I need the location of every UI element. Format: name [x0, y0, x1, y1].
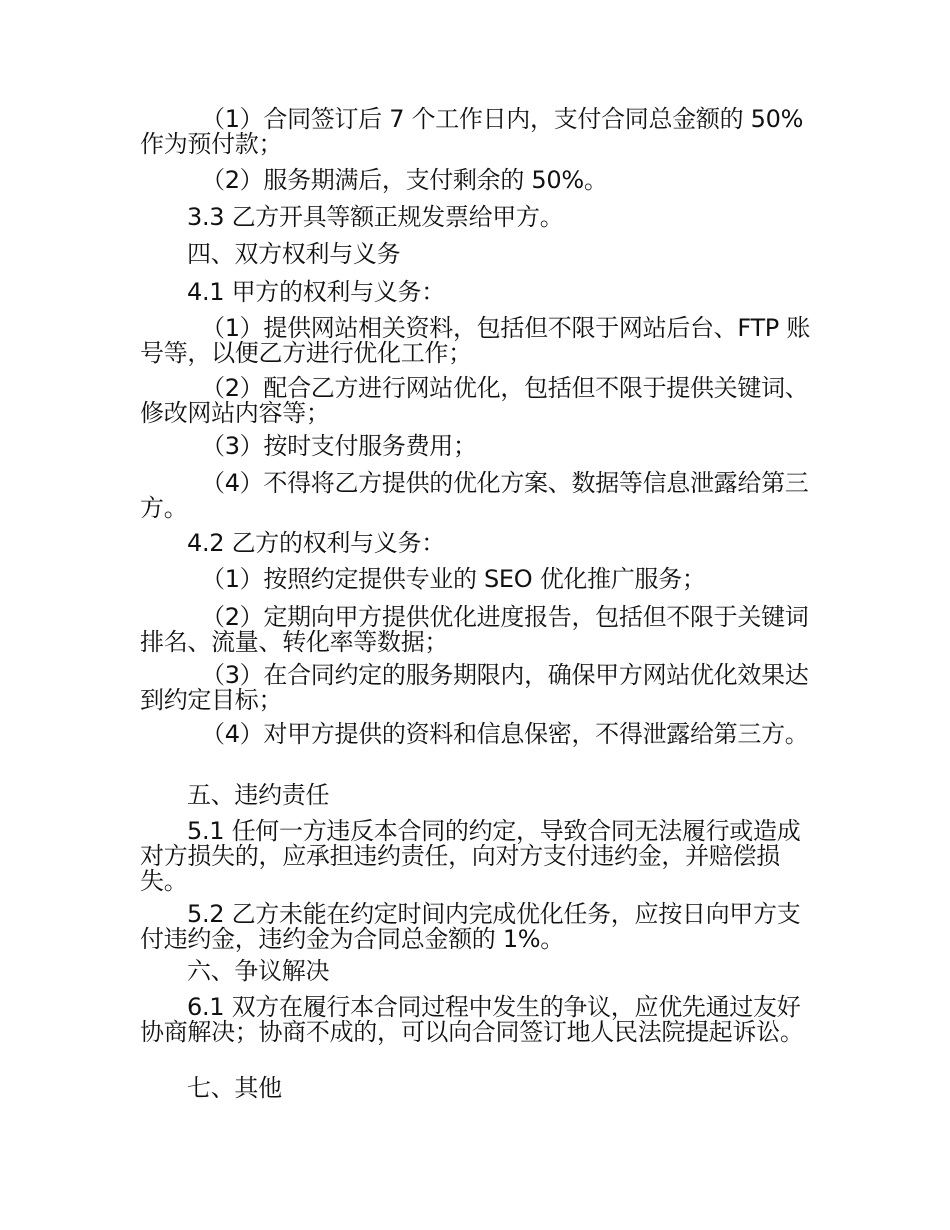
- party-a-duty-1: （1）提供网站相关资料，包括但不限于网站后台、FTP 账号等，以便乙方进行优化工作；: [140, 314, 811, 367]
- party-b-duty-2: （2）定期向甲方提供优化进度报告，包括但不限于关键词排名、流量、转化率等数据；: [140, 603, 809, 656]
- section-heading-4: 四、双方权利与义务: [187, 240, 401, 268]
- clause-5-1: 5.1 任何一方违反本合同的约定，导致合同无法履行或造成对方损失的，应承担违约责任，向对方支付违约金，并赔偿损失。: [140, 817, 801, 895]
- party-b-duty-1: （1）按照约定提供专业的 SEO 优化推广服务；: [201, 565, 706, 593]
- clause-4-1-heading: 4.1 甲方的权利与义务：: [187, 278, 445, 306]
- clause-4-2-heading: 4.2 乙方的权利与义务：: [187, 529, 445, 557]
- party-b-duty-4: （4）对甲方提供的资料和信息保密，不得泄露给第三方。: [201, 720, 809, 748]
- section-heading-6: 六、争议解决: [187, 957, 330, 985]
- party-a-duty-2: （2）配合乙方进行网站优化，包括但不限于提供关键词、修改网站内容等；: [140, 374, 809, 427]
- clause-5-2: 5.2 乙方未能在约定时间内完成优化任务，应按日向甲方支付违约金，违约金为合同总金额的 1%。: [140, 900, 801, 953]
- payment-clause-2: （2）服务期满后，支付剩余的 50%。: [201, 166, 608, 194]
- payment-clause-1: （1）合同签订后 7 个工作日内，支付合同总金额的 50%作为预付款；: [140, 105, 804, 158]
- clause-6-1: 6.1 双方在履行本合同过程中发生的争议，应优先通过友好协商解决；协商不成的，可以向合同签订地人民法院提起诉讼。: [140, 993, 804, 1046]
- party-b-duty-3: （3）在合同约定的服务期限内，确保甲方网站优化效果达到约定目标；: [140, 661, 809, 714]
- section-heading-5: 五、违约责任: [187, 781, 330, 809]
- party-a-duty-3: （3）按时支付服务费用；: [201, 432, 477, 460]
- party-a-duty-4: （4）不得将乙方提供的优化方案、数据等信息泄露给第三方。: [140, 469, 809, 522]
- clause-3-3: 3.3 乙方开具等额正规发票给甲方。: [187, 203, 564, 231]
- section-heading-7: 七、其他: [187, 1074, 282, 1102]
